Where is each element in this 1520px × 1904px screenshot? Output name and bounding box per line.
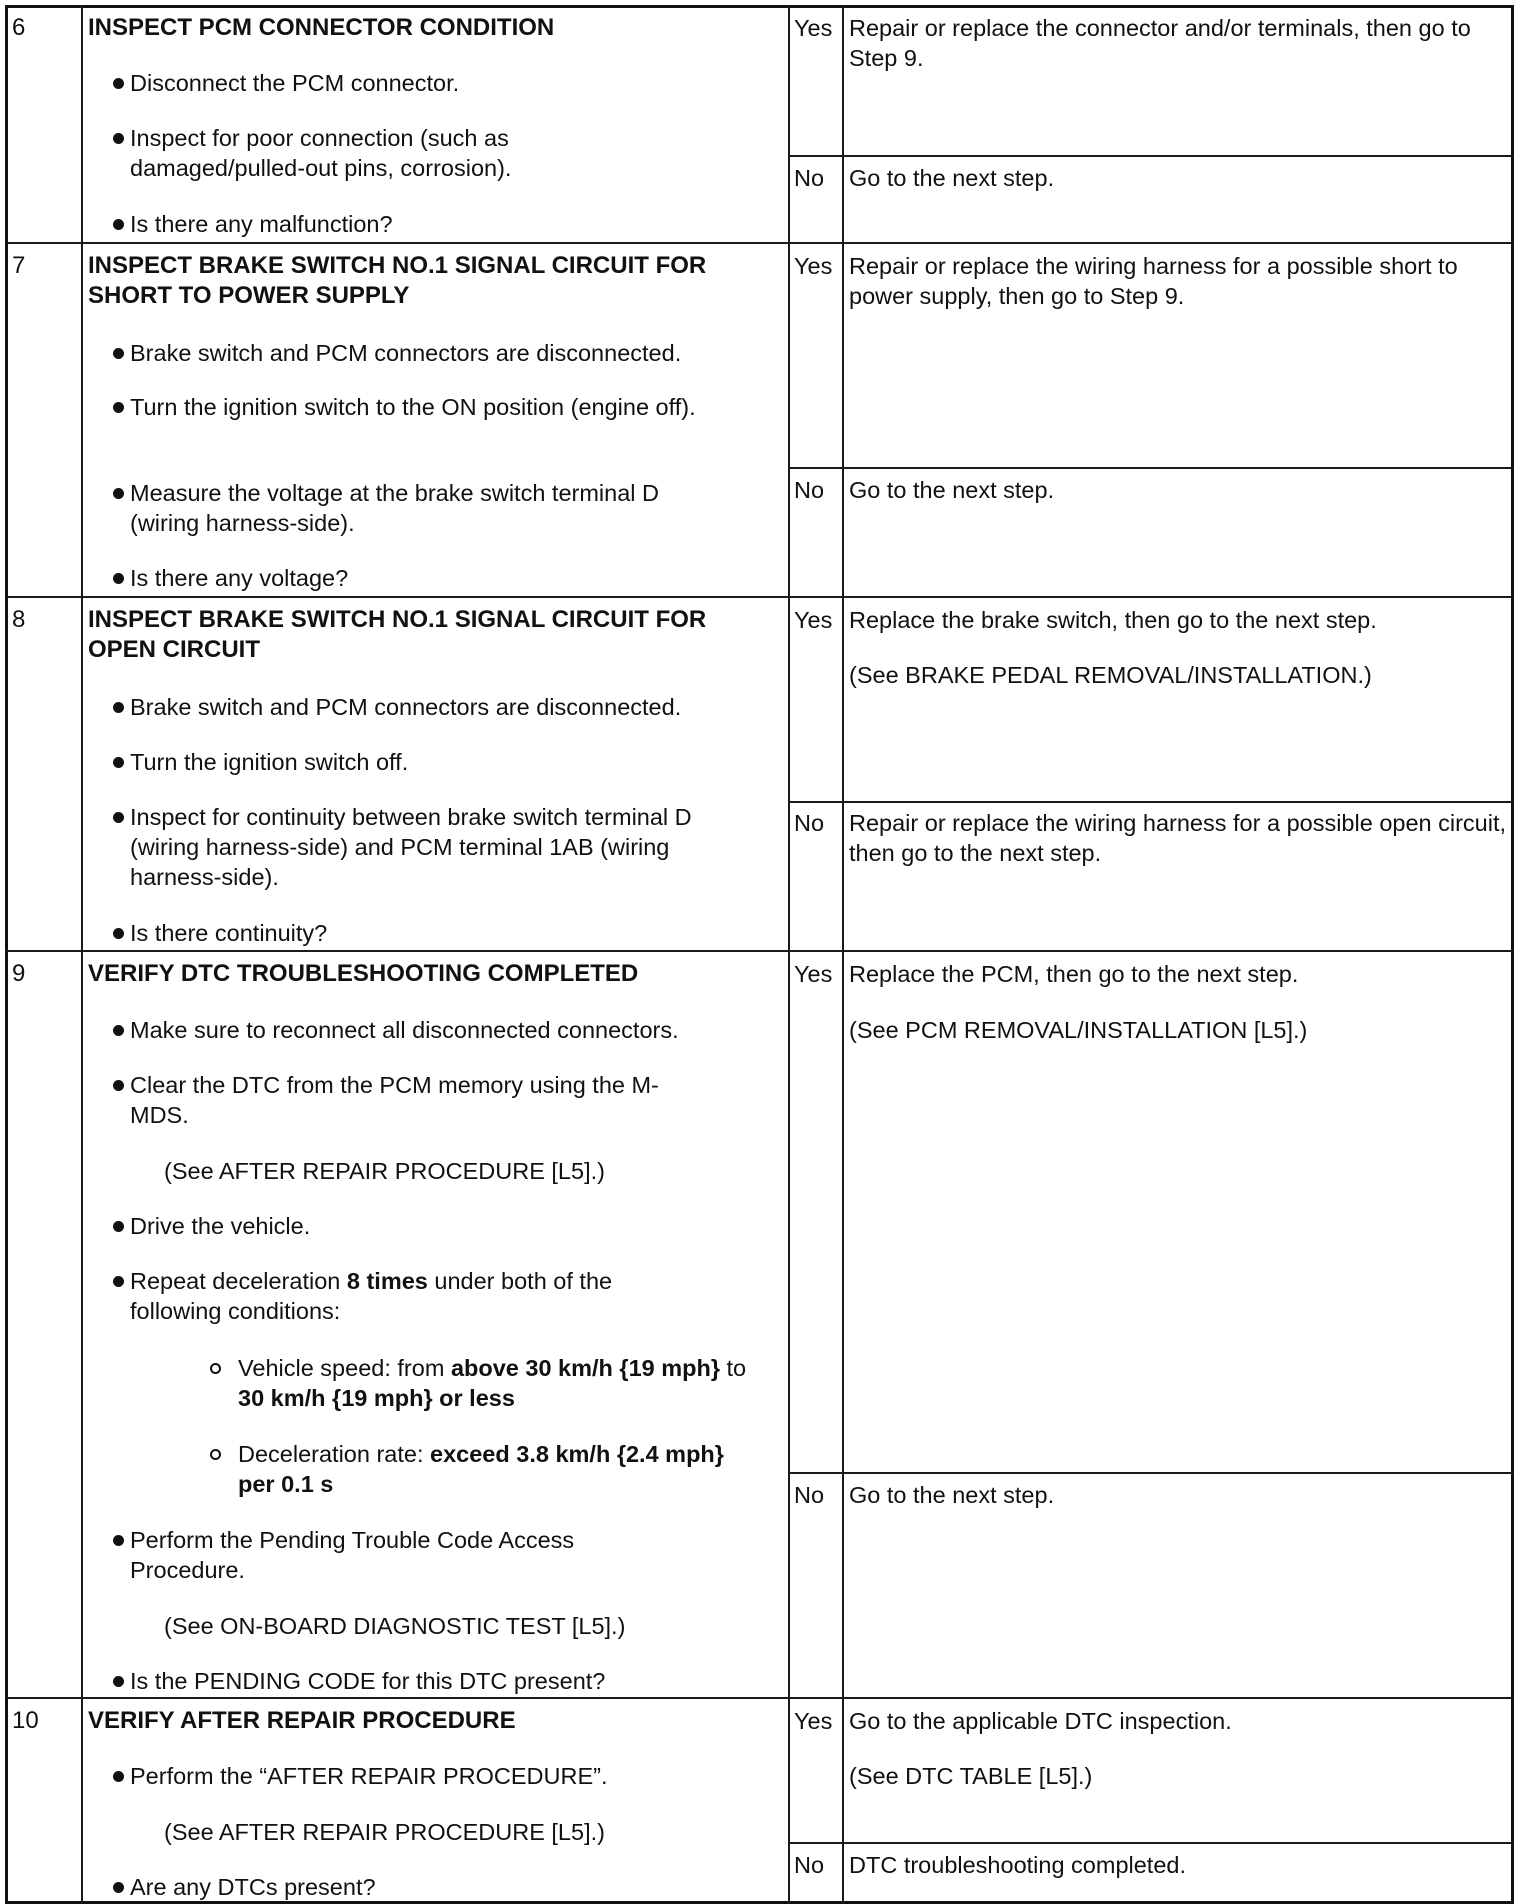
instruction-item: Turn the ignition switch off. xyxy=(130,747,770,777)
yes-no-divider xyxy=(788,1842,1514,1844)
instruction-item: Is there continuity? xyxy=(130,918,770,948)
instruction-reference: (See AFTER REPAIR PROCEDURE [L5].) xyxy=(164,1158,605,1184)
row-divider xyxy=(5,242,1514,244)
yes-no-divider xyxy=(788,467,1514,469)
yes-label: Yes xyxy=(794,607,833,633)
no-action: Go to the next step. xyxy=(849,1482,1055,1508)
step-number: 9 xyxy=(12,960,26,987)
yes-reference: (See BRAKE PEDAL REMOVAL/INSTALLATION.) xyxy=(849,662,1372,688)
step-number: 8 xyxy=(12,606,26,633)
condition-value: exceed 3.8 km/h {2.4 mph} per 0.1 s xyxy=(238,1441,724,1497)
no-label: No xyxy=(794,810,825,836)
row-divider xyxy=(5,950,1514,952)
repeat-count: 8 times xyxy=(346,1268,428,1294)
condition-text: to xyxy=(720,1355,747,1381)
column-divider xyxy=(788,5,790,1904)
yes-action: Repair or replace the wiring harness for a possible short to power supply, then go to Step 9. xyxy=(849,253,1458,309)
condition-value: 30 km/h {19 mph} or less xyxy=(238,1385,515,1411)
no-label: No xyxy=(794,1482,825,1508)
step-number: 6 xyxy=(12,14,26,41)
instruction-item: Disconnect the PCM connector. xyxy=(130,68,770,98)
yes-reference: (See PCM REMOVAL/INSTALLATION [L5].) xyxy=(849,1017,1308,1043)
instruction-item xyxy=(130,1266,690,1326)
step-title: INSPECT BRAKE SWITCH NO.1 SIGNAL CIRCUIT FOR SHORT TO POWER SUPPLY xyxy=(88,252,707,309)
condition-value: above 30 km/h {19 mph} xyxy=(450,1355,720,1381)
instruction-item: Inspect for continuity between brake switch terminal D (wiring harness-side) and PCM terminal 1AB (wiring harness-side). xyxy=(130,802,750,892)
instruction-item: Measure the voltage at the brake switch terminal D (wiring harness-side). xyxy=(130,478,720,538)
instruction-item: Brake switch and PCM connectors are disconnected. xyxy=(130,692,770,722)
yes-no-divider xyxy=(788,1472,1514,1474)
no-action: Go to the next step. xyxy=(849,477,1055,503)
condition-item xyxy=(238,1353,758,1413)
column-divider xyxy=(842,5,844,1904)
yes-reference: (See DTC TABLE [L5].) xyxy=(849,1763,1093,1789)
yes-no-divider xyxy=(788,155,1514,157)
step-number: 7 xyxy=(12,252,26,279)
step-title: VERIFY AFTER REPAIR PROCEDURE xyxy=(88,1707,516,1734)
row-divider xyxy=(5,596,1514,598)
row-divider xyxy=(5,1697,1514,1699)
instruction-item: Make sure to reconnect all disconnected connectors. xyxy=(130,1015,770,1045)
instruction-item: Perform the Pending Trouble Code Access Procedure. xyxy=(130,1525,690,1585)
instruction-item: Is there any voltage? xyxy=(130,563,770,593)
instruction-item: Clear the DTC from the PCM memory using the M-MDS. xyxy=(130,1070,690,1130)
instruction-item: Is the PENDING CODE for this DTC present? xyxy=(130,1666,770,1696)
yes-label: Yes xyxy=(794,253,833,279)
instruction-item: Is there any malfunction? xyxy=(130,209,770,239)
instruction-item: Drive the vehicle. xyxy=(130,1211,770,1241)
yes-no-divider xyxy=(788,801,1514,803)
step-title: VERIFY DTC TROUBLESHOOTING COMPLETED xyxy=(88,960,639,987)
no-action: Go to the next step. xyxy=(849,165,1055,191)
yes-label: Yes xyxy=(794,961,833,987)
yes-action: Replace the brake switch, then go to the next step. xyxy=(849,607,1377,633)
yes-action: Repair or replace the connector and/or terminals, then go to Step 9. xyxy=(849,15,1471,71)
yes-label: Yes xyxy=(794,1708,833,1734)
instruction-item: Inspect for poor connection (such as damaged/pulled-out pins, corrosion). xyxy=(130,123,600,183)
condition-text: Deceleration rate: xyxy=(238,1441,431,1467)
instruction-reference: (See AFTER REPAIR PROCEDURE [L5].) xyxy=(164,1819,605,1845)
step-title: INSPECT PCM CONNECTOR CONDITION xyxy=(88,14,555,41)
no-action: Repair or replace the wiring harness for a possible open circuit, then go to the next step. xyxy=(849,810,1507,866)
instruction-item: Are any DTCs present? xyxy=(130,1872,770,1902)
yes-action: Replace the PCM, then go to the next step. xyxy=(849,961,1299,987)
no-label: No xyxy=(794,165,825,191)
condition-item xyxy=(238,1439,758,1499)
repeat-text: under both of the following conditions: xyxy=(130,1268,613,1324)
column-divider xyxy=(81,5,83,1904)
instruction-reference: (See ON-BOARD DIAGNOSTIC TEST [L5].) xyxy=(164,1613,626,1639)
no-action: DTC troubleshooting completed. xyxy=(849,1852,1187,1878)
step-number: 10 xyxy=(12,1707,39,1734)
instruction-item: Perform the “AFTER REPAIR PROCEDURE”. xyxy=(130,1761,770,1791)
instruction-item: Turn the ignition switch to the ON position (engine off). xyxy=(130,392,730,422)
instruction-item: Brake switch and PCM connectors are disconnected. xyxy=(130,338,770,368)
condition-text: Vehicle speed: from xyxy=(238,1355,451,1381)
yes-action: Go to the applicable DTC inspection. xyxy=(849,1708,1232,1734)
repeat-text: Repeat deceleration xyxy=(130,1268,347,1294)
step-title: INSPECT BRAKE SWITCH NO.1 SIGNAL CIRCUIT FOR OPEN CIRCUIT xyxy=(88,606,707,663)
no-label: No xyxy=(794,477,825,503)
yes-label: Yes xyxy=(794,15,833,41)
no-label: No xyxy=(794,1852,825,1878)
